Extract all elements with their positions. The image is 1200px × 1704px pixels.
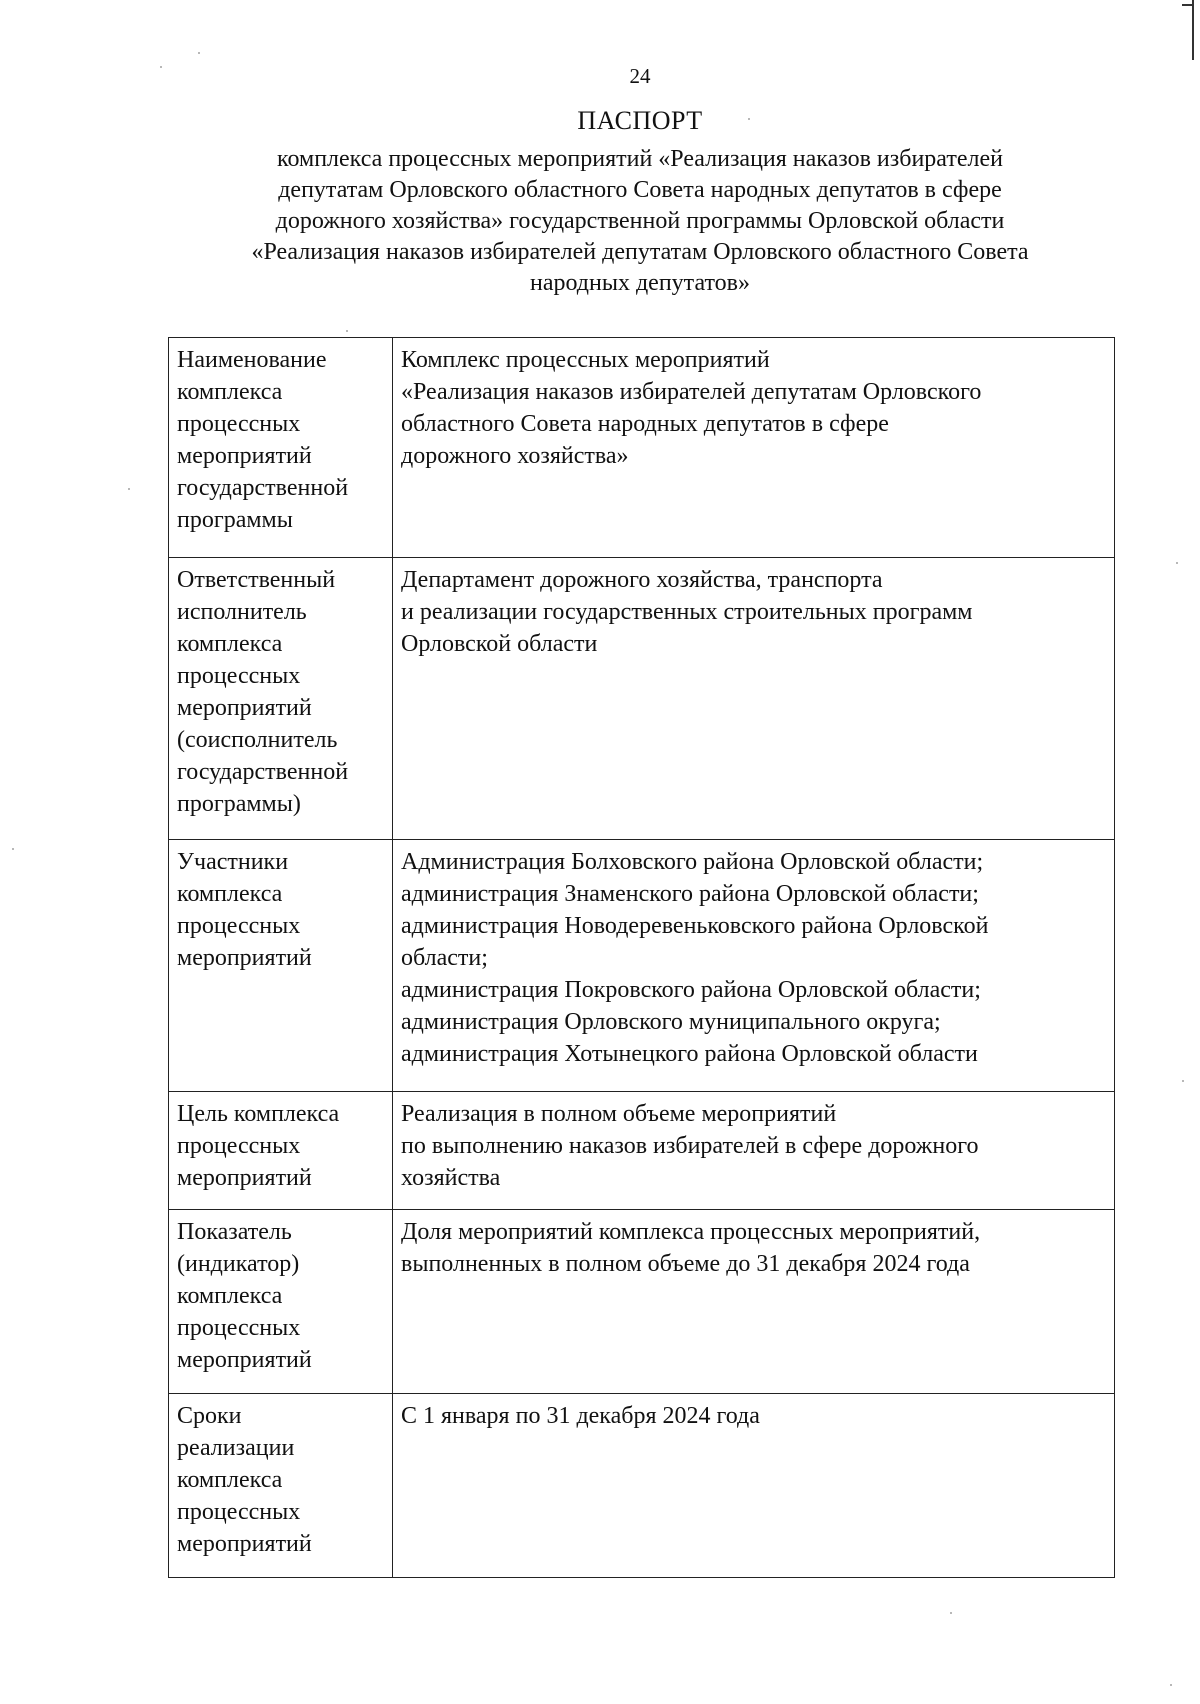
row-label-line: процессных bbox=[177, 1315, 301, 1341]
row-value-line: Орловской области bbox=[401, 631, 598, 657]
subtitle-line: дорожного хозяйства» государственной программы Орловской области bbox=[275, 208, 1005, 234]
row-label-line: мероприятий bbox=[177, 1347, 312, 1373]
row-value-line: хозяйства bbox=[401, 1165, 501, 1191]
subtitle-line: «Реализация наказов избирателей депутатам Орловского областного Совета bbox=[251, 239, 1029, 265]
row-value-line: С 1 января по 31 декабря 2024 года bbox=[401, 1403, 760, 1429]
row-value-line: администрация Новодеревеньковского района Орловской bbox=[401, 913, 989, 939]
row-value-line: Комплекс процессных мероприятий bbox=[401, 347, 770, 373]
table-row-responsible bbox=[169, 558, 1115, 840]
scan-speck bbox=[346, 330, 348, 332]
row-value-cell bbox=[393, 1394, 1115, 1578]
row-label-line: процессных bbox=[177, 1499, 301, 1525]
row-value-line: областного Совета народных депутатов в сфере bbox=[401, 411, 889, 437]
subtitle-line: народных депутатов» bbox=[529, 270, 750, 296]
row-label-cell bbox=[169, 1394, 393, 1578]
scan-speck bbox=[198, 52, 200, 54]
row-value-cell bbox=[393, 1210, 1115, 1394]
row-value-line: Департамент дорожного хозяйства, транспорта bbox=[401, 567, 883, 593]
subtitle-line: депутатам Орловского областного Совета народных депутатов в сфере bbox=[278, 177, 1002, 203]
row-label-line: комплекса bbox=[177, 881, 283, 907]
row-value-line: администрация Знаменского района Орловской области; bbox=[401, 881, 979, 907]
row-label-line: мероприятий bbox=[177, 695, 312, 721]
row-value-line: Администрация Болховского района Орловской области; bbox=[401, 849, 984, 875]
row-value-line: администрация Хотынецкого района Орловской области bbox=[401, 1041, 978, 1067]
row-label-line: мероприятий bbox=[177, 1531, 312, 1557]
row-label-line: Сроки bbox=[177, 1403, 242, 1429]
row-value-cell bbox=[393, 558, 1115, 840]
subtitle-line: комплекса процессных мероприятий «Реализация наказов избирателей bbox=[277, 146, 1003, 172]
row-label-line: мероприятий bbox=[177, 945, 312, 971]
row-label-line: Цель комплекса bbox=[177, 1101, 340, 1127]
scan-speck bbox=[128, 488, 130, 490]
row-label-line: комплекса bbox=[177, 379, 283, 405]
row-value-line: и реализации государственных строительных программ bbox=[401, 599, 973, 625]
row-label-cell bbox=[169, 558, 393, 840]
row-label-cell bbox=[169, 338, 393, 558]
row-label-line: мероприятий bbox=[177, 1165, 312, 1191]
table-row-indicator bbox=[169, 1210, 1115, 1394]
scan-speck bbox=[1182, 1080, 1184, 1082]
table-row-participants bbox=[169, 840, 1115, 1092]
scan-speck bbox=[950, 1612, 952, 1614]
scan-edge-mark-top bbox=[1182, 4, 1194, 6]
document-subtitle bbox=[170, 144, 1110, 299]
row-value-line: дорожного хозяйства» bbox=[401, 443, 629, 469]
row-value-cell bbox=[393, 1092, 1115, 1210]
row-label-line: программы bbox=[177, 507, 293, 533]
row-value-line: Доля мероприятий комплекса процессных мероприятий, bbox=[401, 1219, 981, 1245]
row-label-line: комплекса bbox=[177, 631, 283, 657]
row-label-cell bbox=[169, 1210, 393, 1394]
scan-speck bbox=[1170, 1684, 1172, 1686]
row-value-line: выполненных в полном объеме до 31 декабря 2024 года bbox=[401, 1251, 970, 1277]
row-label-line: программы) bbox=[177, 791, 301, 817]
table-row-timeline bbox=[169, 1394, 1115, 1578]
row-label-line: Ответственный bbox=[177, 567, 336, 593]
row-label-cell bbox=[169, 840, 393, 1092]
row-value-cell bbox=[393, 338, 1115, 558]
row-label-line: государственной bbox=[177, 759, 349, 785]
row-label-line: (соисполнитель bbox=[177, 727, 338, 753]
scan-edge-mark bbox=[1192, 0, 1194, 60]
row-label-line: процессных bbox=[177, 1133, 301, 1159]
row-label-line: реализации bbox=[177, 1435, 295, 1461]
row-label-line: Участники bbox=[177, 849, 289, 875]
row-value-line: администрация Покровского района Орловской области; bbox=[401, 977, 981, 1003]
row-label-line: комплекса bbox=[177, 1283, 283, 1309]
table-row-name bbox=[169, 338, 1115, 558]
page-title: ПАСПОРТ bbox=[577, 106, 703, 135]
row-label-line: исполнитель bbox=[177, 599, 307, 625]
scan-speck bbox=[12, 848, 14, 850]
row-label-line: государственной bbox=[177, 475, 349, 501]
table-row-goal bbox=[169, 1092, 1115, 1210]
row-value-line: администрация Орловского муниципального округа; bbox=[401, 1009, 941, 1035]
scan-speck bbox=[160, 66, 162, 68]
passport-table bbox=[168, 337, 1115, 1578]
row-label-line: процессных bbox=[177, 411, 301, 437]
row-value-cell bbox=[393, 840, 1115, 1092]
row-label-line: процессных bbox=[177, 913, 301, 939]
row-value-line: «Реализация наказов избирателей депутатам Орловского bbox=[401, 379, 982, 405]
row-label-line: комплекса bbox=[177, 1467, 283, 1493]
row-value-line: области; bbox=[401, 945, 488, 971]
row-label-cell bbox=[169, 1092, 393, 1210]
row-label-line: (индикатор) bbox=[177, 1251, 300, 1277]
row-label-line: мероприятий bbox=[177, 443, 312, 469]
scan-speck bbox=[1176, 562, 1178, 564]
page-number: 24 bbox=[629, 64, 651, 88]
row-value-line: Реализация в полном объеме мероприятий bbox=[401, 1101, 837, 1127]
row-label-line: Наименование bbox=[177, 347, 327, 373]
scan-speck bbox=[748, 118, 750, 120]
row-label-line: Показатель bbox=[177, 1219, 292, 1245]
row-value-line: по выполнению наказов избирателей в сфере дорожного bbox=[401, 1133, 979, 1159]
row-label-line: процессных bbox=[177, 663, 301, 689]
